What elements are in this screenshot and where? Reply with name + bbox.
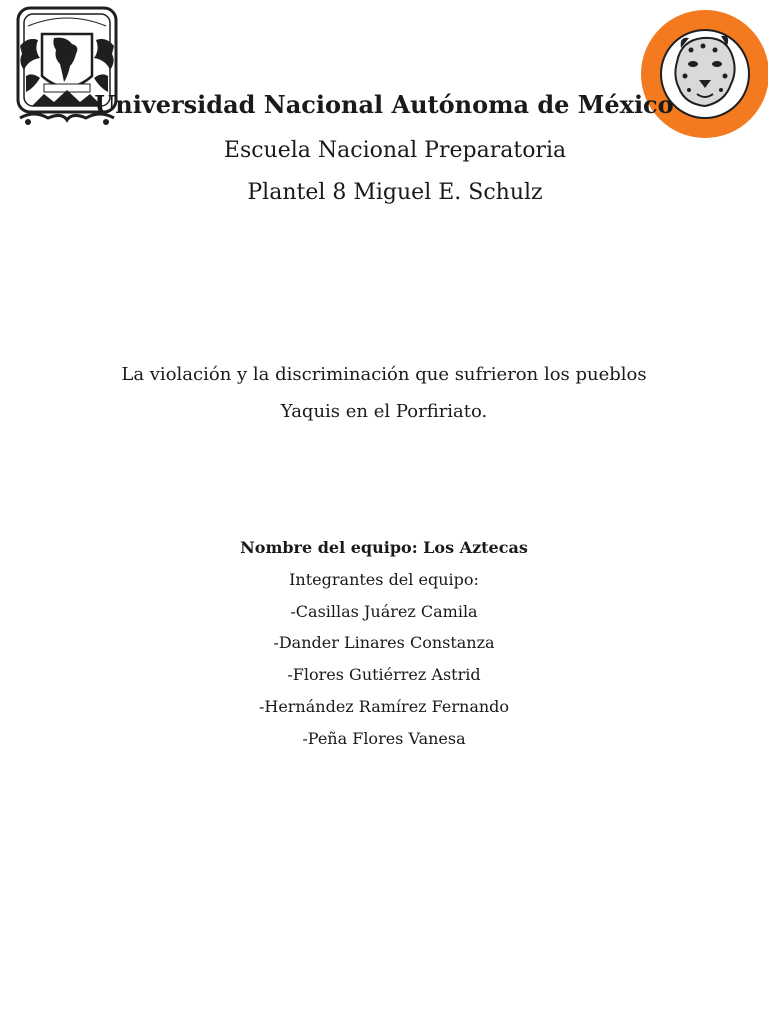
document-title-line1: La violación y la discriminación que sufrieron los pueblos — [121, 364, 647, 385]
member-item: -Flores Gutiérrez Astrid — [287, 665, 481, 685]
jaguar-emblem-icon — [641, 6, 768, 142]
document-title — [100, 356, 668, 430]
member-item: -Hernández Ramírez Fernando — [258, 696, 510, 716]
member-item: -Dander Linares Constanza — [273, 633, 495, 653]
team-name: Nombre del equipo: Los Aztecas — [240, 538, 528, 557]
team-section — [0, 532, 768, 755]
document-title-line2: Yaquis en el Porfiriato. — [280, 401, 488, 422]
university-name: Universidad Nacional Autónoma de México — [94, 90, 674, 119]
members-heading: Integrantes del equipo: — [289, 569, 479, 589]
member-item: -Casillas Juárez Camila — [290, 601, 478, 621]
member-item: -Peña Flores Vanesa — [302, 728, 466, 748]
school-name: Escuela Nacional Preparatoria — [223, 138, 567, 163]
campus-name: Plantel 8 Miguel E. Schulz — [247, 180, 543, 205]
